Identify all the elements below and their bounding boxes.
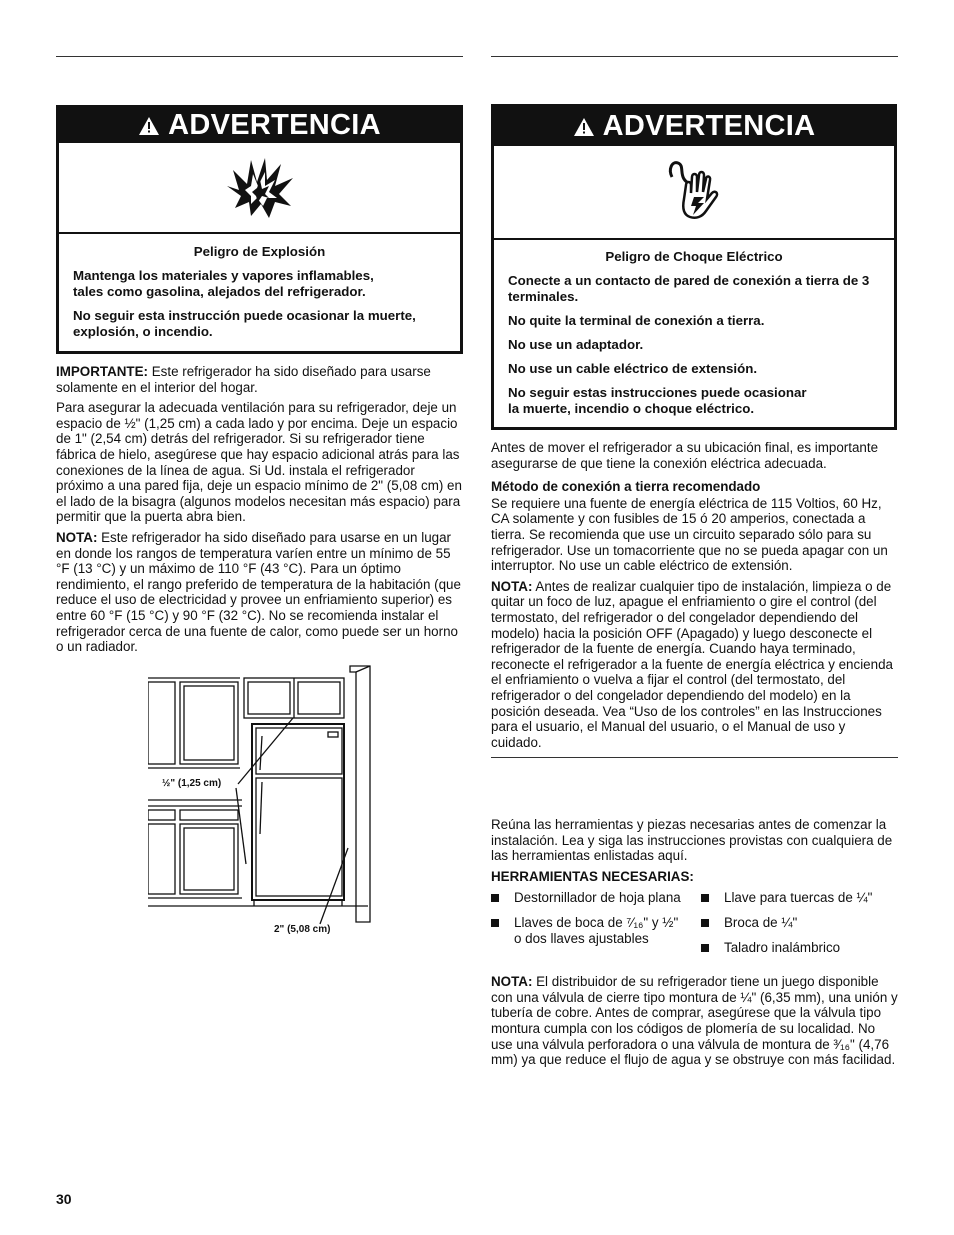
power-requirements-paragraph: Se requiere una fuente de energía eléctrica de 115 Voltios, 60 Hz, CA solamente y con fusibles de 15 ó 20 amperios, conectada a tierra. Se recomienda que use un circuito separado sólo para su refrigerador. Use un tomacorriente que no se pueda apagar con un interruptor. No use un cable eléctrico de extensión. <box>491 495 888 574</box>
shock-warning-line: No use un cable eléctrico de extensión. <box>508 361 758 376</box>
shock-icon-area <box>494 146 894 240</box>
refrigerator-clearance-illustration <box>148 664 373 940</box>
electrical-note-paragraph <box>491 579 898 751</box>
tools-intro-paragraph: Reúna las herramientas y piezas necesarias antes de comenzar la instalación. Lea y siga las instrucciones provistas con cualquiera de las herramientas enlistadas aquí. <box>491 817 893 864</box>
electric-shock-hand-icon <box>664 159 724 225</box>
note-label: NOTA: <box>491 974 533 990</box>
note-label: NOTA: <box>491 578 533 594</box>
half-inch-clearance-label: ½" (1,25 cm) <box>162 778 222 789</box>
ventilation-paragraph: Para asegurar la adecuada ventilación para su refrigerador, deje un espacio de ½" (1,25 cm) a cada lado y por encima. Deje un espacio de 1" (2,54 cm) detrás del refrigerador. Si su refrigerador tiene fábrica de hielo, asegúrese que hay espacio adicional atrás para las conexiones de la línea de agua. Si Ud. instala el refrigerador próximo a una pared fija, deje un espacio mínimo de 2" (5,08 cm) en el lado de la bisagra (algunos modelos necesitan más espacio) para permitir que la puerta abra bien. <box>56 400 462 525</box>
explosion-icon <box>225 156 295 220</box>
page-number: 30 <box>56 1191 72 1207</box>
shock-warning-consequence: No seguir estas instrucciones puede ocasionar la muerte, incendio o choque eléctrico. <box>508 385 807 416</box>
warning-line: Mantenga los materiales y vapores inflamables, <box>73 268 374 283</box>
electric-shock-warning-box <box>491 104 897 430</box>
explosion-warning-text <box>59 234 460 340</box>
warning-header <box>59 108 460 143</box>
shock-warning-line: Conecte a un contacto de pared de conexión a tierra de 3 terminales. <box>508 273 870 304</box>
explosion-icon-area <box>59 143 460 234</box>
warning-label: ADVERTENCIA <box>602 109 816 142</box>
shock-warning-line: No quite la terminal de conexión a tierra. <box>508 313 765 328</box>
important-paragraph <box>56 364 463 395</box>
valve-note-paragraph <box>491 974 898 1068</box>
shock-warning-line: No use un adaptador. <box>508 337 644 352</box>
left-column-text <box>56 364 463 660</box>
explosion-warning-box <box>56 105 463 354</box>
warning-triangle-icon <box>138 116 160 136</box>
list-item: Destornillador de hoja plana <box>491 890 701 906</box>
important-text: Este refrigerador ha sido diseñado para usarse solamente en el interior del hogar. <box>56 364 431 395</box>
shock-warning-title: Peligro de Choque Eléctrico <box>605 249 783 264</box>
tools-list <box>491 890 898 964</box>
note-text: El distribuidor de su refrigerador tiene un juego disponible con una válvula de cierre tipo montura de ¼" (6,35 mm), una unión y tubería de cobre. Antes de comprar, asegúrese que la válvula tipo montura cumpla con los códigos de plomería de su localidad. No use una válvula perforadora o una válvula de montura de ³⁄₁₆" (4,76 mm) ya que reduce el flujo de agua y se obstruye con más facilidad. <box>491 974 898 1068</box>
warning-header <box>494 107 894 146</box>
temperature-note-paragraph <box>56 530 463 655</box>
explosion-warning-instruction <box>73 268 446 300</box>
important-label: IMPORTANTE: <box>56 364 148 379</box>
two-inch-clearance-label: 2" (5,08 cm) <box>274 924 331 935</box>
top-rule-left <box>56 56 463 57</box>
explosion-warning-title: Peligro de Explosión <box>193 244 326 259</box>
clearance-figure <box>148 664 373 940</box>
warning-line: tales como gasolina, alejados del refrigerador. <box>73 284 366 299</box>
tools-list-column-2 <box>701 890 872 964</box>
section-divider-rule <box>491 757 898 758</box>
note-label: NOTA: <box>56 529 98 545</box>
electrical-intro-paragraph: Antes de mover el refrigerador a su ubicación final, es importante asegurarse de que tiene la conexión eléctrica adecuada. <box>491 440 879 471</box>
list-item: Llave para tuercas de ¼" <box>701 890 872 906</box>
tools-heading: HERRAMIENTAS NECESARIAS: <box>491 868 694 884</box>
warning-label: ADVERTENCIA <box>168 108 381 141</box>
warning-triangle-icon <box>573 117 595 137</box>
note-text: Antes de realizar cualquier tipo de instalación, limpieza o de quitar un foco de luz, apague el enfriamiento o gire el control (del termostato, del refrigerador o del congelador dependiendo del modelo) hacia la posición OFF (Apagado) y luego desconecte el refrigerador de la fuente de energía. Cuando haya terminado, reconecte el refrigerador a la fuente de energía eléctrica y encienda el enfriamiento o vuelva a fijar el control (del termostato, del refrigerador o del congelador dependiendo del modelo) en la posición deseada. Vea “Uso de los controles” en las Instrucciones para el usuario, el Manual del usuario, o el Manual de uso y cuidado. <box>491 578 893 750</box>
list-item: Llaves de boca de ⁷⁄₁₆" y ½" o dos llaves ajustables <box>491 915 701 946</box>
top-rule-right <box>491 56 898 57</box>
list-item: Taladro inalámbrico <box>701 940 872 956</box>
note-text: Este refrigerador ha sido diseñado para usarse en un lugar en donde los rangos de temperatura varíen entre un mínimo de 55 °F (13 °C) y un máximo de 110 °F (43 °C). Para un óptimo rendimiento, el rango preferido de temperatura de la habitación (que reduce el uso de electricidad y provee un enfriamiento superior) es entre 60 °F (15 °C) y 90 °F (32 °C). No se recomienda instalar el refrigerador cerca de una fuente de calor, como puede ser un horno o un radiador. <box>56 529 461 655</box>
explosion-warning-consequence: No seguir esta instrucción puede ocasionar la muerte, explosión, o incendio. <box>73 308 416 339</box>
grounding-method-heading: Método de conexión a tierra recomendado <box>491 479 761 495</box>
right-column-text <box>491 440 898 755</box>
tools-list-column-1 <box>491 890 701 964</box>
shock-warning-text <box>494 240 894 417</box>
list-item: Broca de ¼" <box>701 915 872 931</box>
tools-section <box>491 817 898 1073</box>
